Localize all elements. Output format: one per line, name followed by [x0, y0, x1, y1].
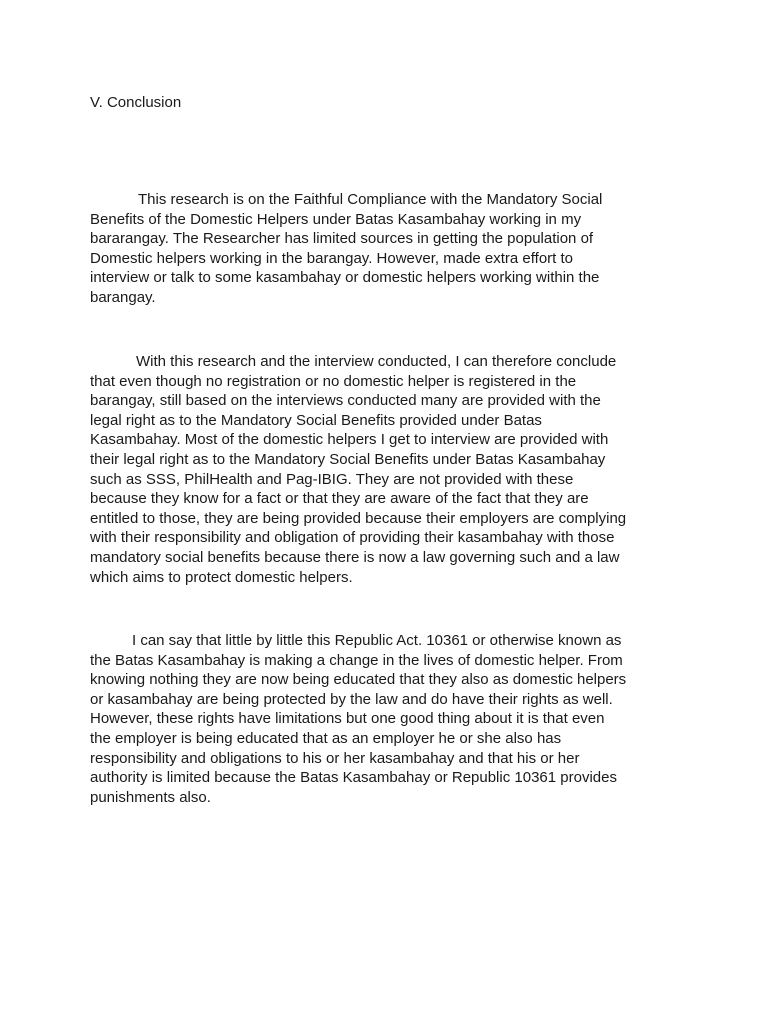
paragraph-1: [90, 190, 690, 308]
paragraph-line: barangay.: [90, 288, 156, 306]
paragraph-line: With this research and the interview conducted, I can therefore conclude: [136, 353, 617, 370]
paragraph-2: [90, 352, 690, 587]
paragraph-line: responsibility and obligations to his or her kasambahay and that his or her: [90, 749, 580, 767]
paragraph-line: bararangay. The Researcher has limited sources in getting the population of: [90, 230, 594, 248]
paragraph-line: the employer is being educated that as an employer he or she also has: [90, 729, 562, 747]
paragraph-line: with their responsibility and obligation of providing their kasambahay with those: [90, 529, 615, 547]
paragraph-line: that even though no registration or no domestic helper is registered in the: [90, 372, 577, 390]
paragraph-line: Benefits of the Domestic Helpers under Batas Kasambahay working in my: [90, 210, 582, 228]
paragraph-line: interview or talk to some kasambahay or domestic helpers working within the: [90, 269, 600, 287]
paragraph-line: or kasambahay are being protected by the law and do have their rights as well.: [90, 690, 613, 708]
paragraph-line: authority is limited because the Batas Kasambahay or Republic 10361 provides: [90, 769, 617, 787]
paragraph-line: barangay, still based on the interviews conducted many are provided with the: [90, 392, 601, 410]
paragraph-line: the Batas Kasambahay is making a change in the lives of domestic helper. From: [90, 651, 623, 669]
paragraph-line: which aims to protect domestic helpers.: [90, 568, 353, 586]
section-heading: V. Conclusion: [90, 94, 182, 111]
paragraph-line: This research is on the Faithful Compliance with the Mandatory Social: [138, 191, 603, 208]
paragraph-line: legal right as to the Mandatory Social Benefits provided under Batas: [90, 411, 542, 429]
paragraph-line: mandatory social benefits because there is now a law governing such and a law: [90, 548, 620, 566]
paragraph-line: I can say that little by little this Republic Act. 10361 or otherwise known as: [132, 632, 622, 649]
paragraph-line: punishments also.: [90, 788, 211, 806]
paragraph-line: knowing nothing they are now being educated that they also as domestic helpers: [90, 671, 627, 689]
paragraph-line: such as SSS, PhilHealth and Pag-IBIG. They are not provided with these: [90, 470, 574, 488]
paragraph-line: their legal right as to the Mandatory Social Benefits under Batas Kasambahay: [90, 450, 606, 468]
paragraph-line: Kasambahay. Most of the domestic helpers I get to interview are provided with: [90, 431, 609, 449]
paragraph-line: entitled to those, they are being provided because their employers are complying: [90, 509, 627, 527]
paragraph-line: Domestic helpers working in the barangay. However, made extra effort to: [90, 249, 574, 267]
paragraph-line: However, these rights have limitations but one good thing about it is that even: [90, 710, 605, 728]
paragraph-line: because they know for a fact or that they are aware of the fact that they are: [90, 490, 589, 508]
paragraph-3: [90, 631, 690, 807]
